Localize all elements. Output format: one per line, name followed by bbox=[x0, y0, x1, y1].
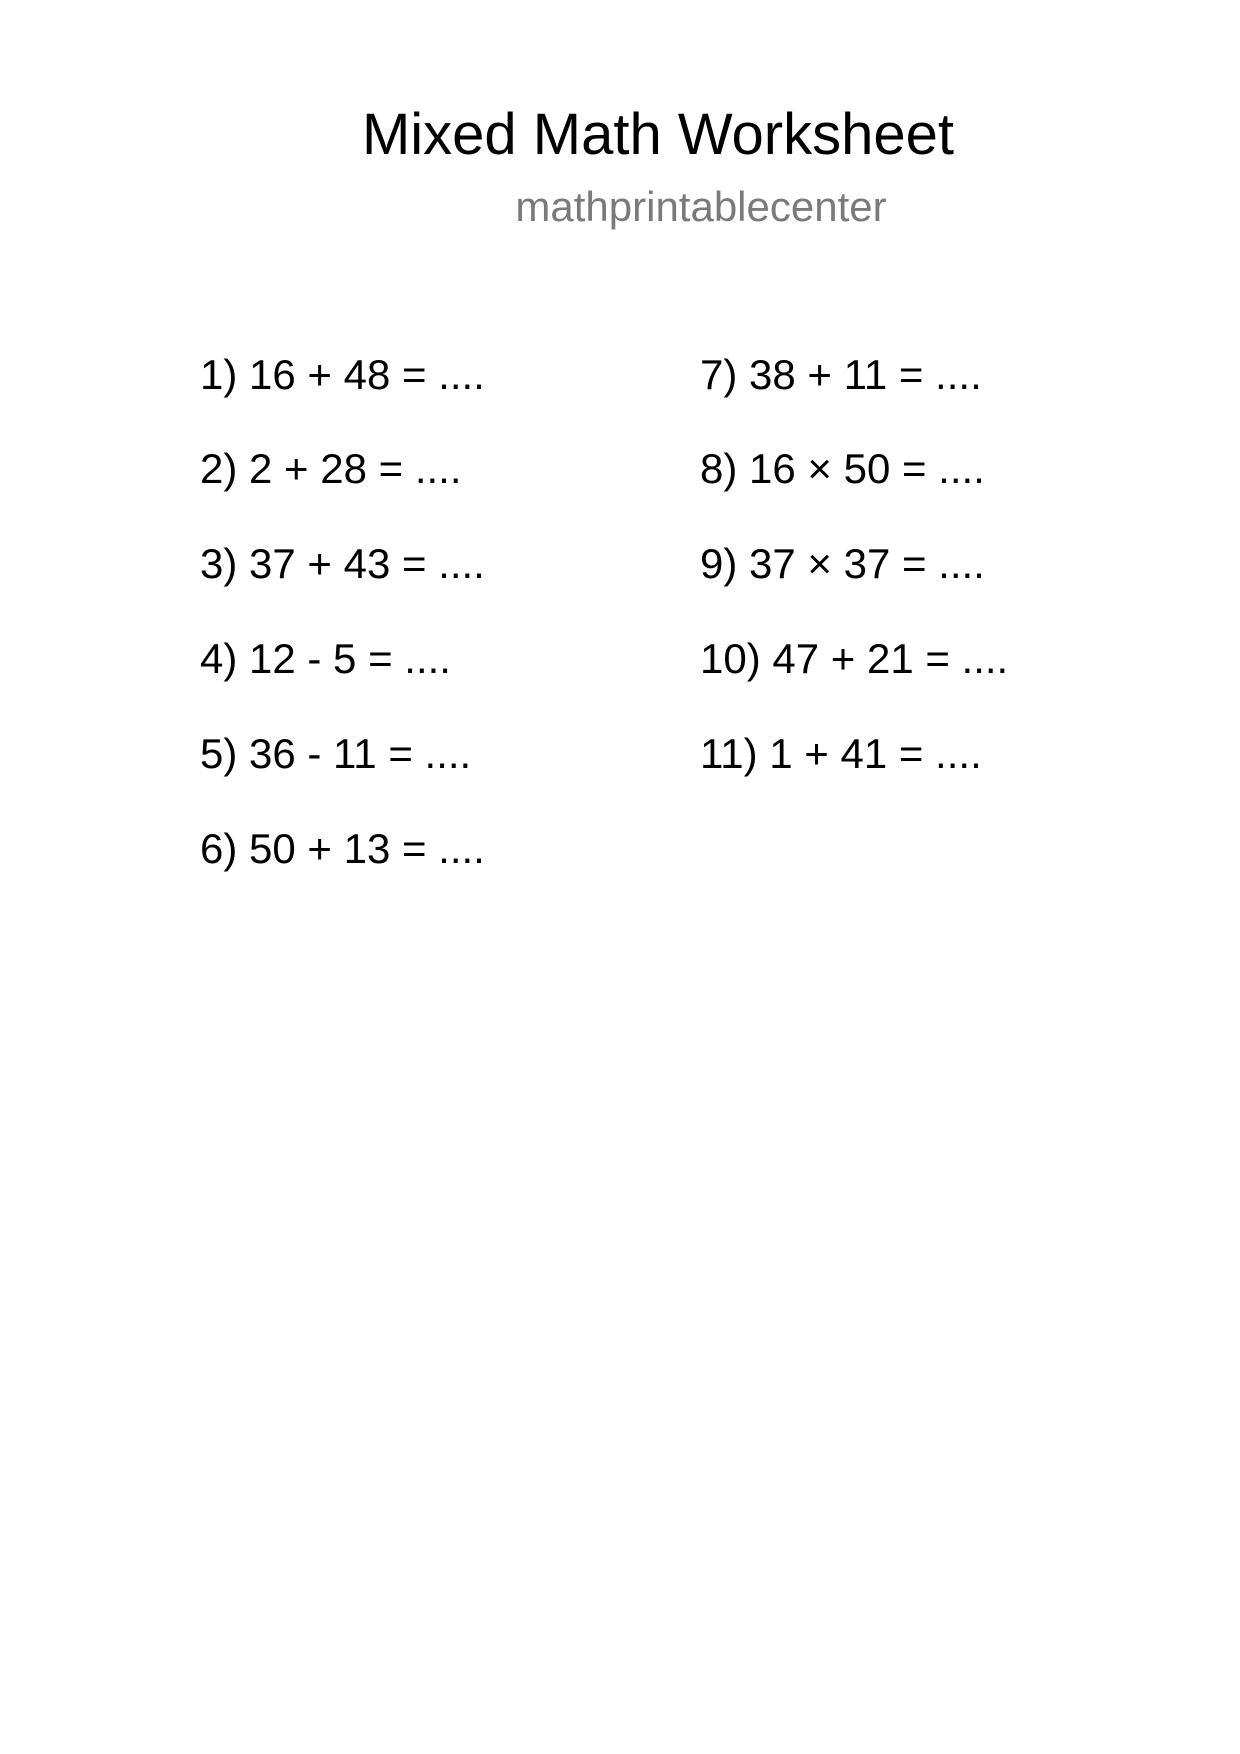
worksheet-source: mathprintablecenter bbox=[515, 183, 887, 230]
problem-7: 7) 38 + 11 = .... bbox=[700, 351, 982, 398]
problem-8: 8) 16 × 50 = .... bbox=[700, 445, 985, 492]
problem-10: 10) 47 + 21 = .... bbox=[700, 635, 1009, 682]
problem-9: 9) 37 × 37 = .... bbox=[700, 540, 985, 587]
problem-4: 4) 12 - 5 = .... bbox=[200, 635, 451, 682]
problem-6: 6) 50 + 13 = .... bbox=[200, 825, 485, 872]
problem-5: 5) 36 - 11 = .... bbox=[200, 730, 472, 777]
worksheet-title: Mixed Math Worksheet bbox=[361, 102, 955, 167]
problem-2: 2) 2 + 28 = .... bbox=[200, 445, 462, 492]
problem-11: 11) 1 + 41 = .... bbox=[700, 730, 982, 777]
problem-3: 3) 37 + 43 = .... bbox=[200, 540, 485, 587]
problem-1: 1) 16 + 48 = .... bbox=[200, 351, 485, 398]
